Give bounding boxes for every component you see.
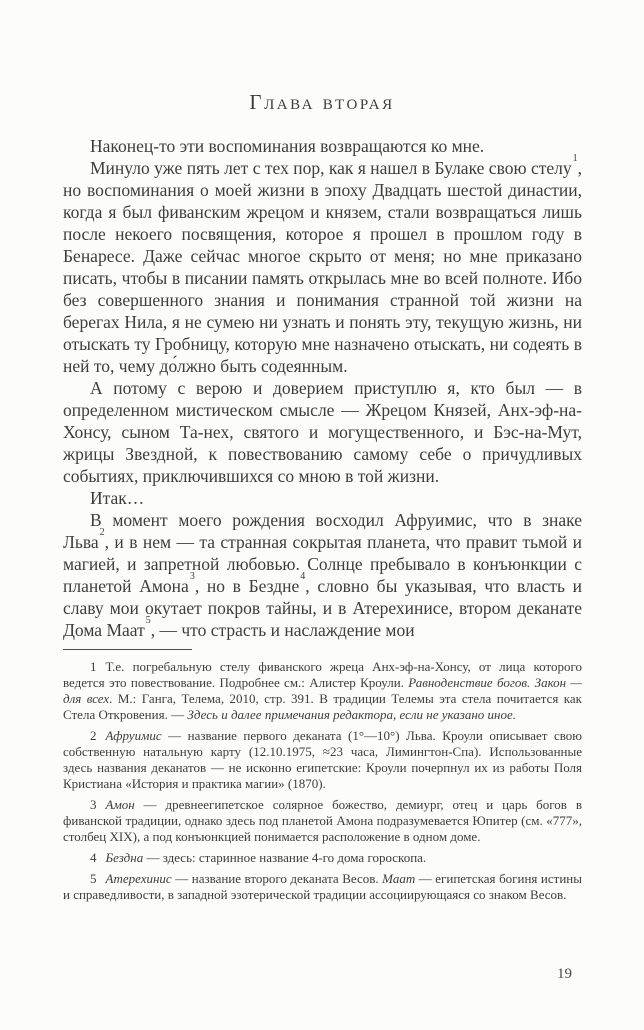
footnote-number: 5 — [90, 871, 97, 886]
text-run: , и в нем — та странная сокрытая планета, что правит тьмой и магией, и запретной любовью. Солнце пребывало в конъюнкции с планетой Амона — [63, 532, 582, 596]
text-run: В момент моего рождения восходил Афруимис, что в знаке Льва — [63, 510, 582, 552]
footnote-number: 4 — [90, 850, 97, 865]
footnote — [63, 797, 582, 845]
footnote-separator — [63, 649, 192, 650]
paragraph — [63, 153, 582, 377]
text-run: — название второго деканата Весов. — [171, 871, 383, 886]
footnote-number: 3 — [90, 797, 97, 812]
footnotes — [63, 659, 582, 903]
text-run: . М.: Ганга, Телема, 2010, стр. 391. В традиции Телемы эта стела почитается как Стела Откровения. — — [63, 691, 582, 722]
text-run: , — что страсть и наслаждение мои — [150, 620, 415, 640]
italic-run: Амон — [105, 797, 135, 812]
text-run: Наконец-то эти воспоминания возвращаются ко мне. — [90, 136, 485, 156]
text-run: , словно бы указывая, что власть и славу мои окутает покров тайны, и в Атерехинисе, втором деканате Дома Маат — [63, 576, 582, 640]
footnote — [63, 659, 582, 723]
text-run: , но воспоминания о моей жизни в эпоху Двадцать шестой династии, когда я был фиванским жрецом и князем, стали возвращаться лишь после некоего посвящения, которое я прошел в прошлом году в Бенаресе. Даже сейчас многое скрыто от меня; но мне приказано писать, чтобы в писании память открылась мне во всей полноте. Ибо без совершенного знания и понимания странной той жизни на берегах Нила, я не сумею ни узнать и понять эту, текущую жизнь, ни отыскать ту Гробницу, которую мне назначено отыскать, ни содеять в ней то, чему до́лжно быть содеянным. — [63, 158, 582, 376]
footnote-number: 2 — [90, 728, 97, 743]
body-text — [63, 135, 582, 641]
footnote-ref: 3 — [189, 571, 195, 583]
footnote-ref: 1 — [572, 153, 578, 165]
page-number: 19 — [557, 966, 572, 982]
italic-run: Бездна — [105, 850, 144, 865]
italic-run: Атерехинис — [105, 871, 172, 886]
paragraph — [63, 377, 582, 487]
footnote-ref: 5 — [145, 615, 151, 627]
text-run: — здесь: старинное название 4-го дома гороскопа. — [143, 850, 427, 865]
text-run: Минуло уже пять лет с тех пор, как я нашел в Булаке свою стелу — [90, 158, 572, 178]
italic-run: Равноденствие богов. Закон — для всех — [63, 675, 582, 706]
italic-run: Здесь и далее примечания редактора, если не указано иное. — [187, 707, 516, 722]
page-content — [63, 135, 582, 908]
text-run: , но в Бездне — [194, 576, 300, 596]
italic-run: Маат — [382, 871, 416, 886]
text-run: А потому с верою и доверием приступлю я, кто был — в определенном мистическом смысле — Жрецом Князей, Анх-эф-на-Хонсу, сыном Та-нех, святого и могущественного, и Бэс-на-Мут, жрицы Звездной, к повествованию самому себе о причудливых событиях, приключившихся со мною в той жизни. — [63, 378, 582, 486]
text-run: — название первого деканата (1°—10°) Льва. Кроули описывает свою собственную натальную карту (12.10.1975, ≈23 часа, Лимингтон-Спа). Использованные здесь названия деканатов — не исконно египетские: Кроули почерпнул их из работы Поля Кристиана «История и практика магии» (1870). — [63, 728, 582, 791]
text-run: Т.е. погребальную стелу фиванского жреца Анх-эф-на-Хонсу, от лица которого ведется это повествование. Подробнее см.: Алистер Кроули. — [63, 659, 582, 690]
paragraph — [63, 509, 582, 641]
text-run: — древнеегипетское солярное божество, демиург, отец и царь богов в фиванской традиции, однако здесь под планетой Амона подразумевается Юпитер (см. «777», столбец XIX), а под конъюнкцией понимается расположение в одном доме. — [63, 797, 582, 844]
paragraph — [63, 135, 582, 157]
italic-run: Афруимис — [105, 728, 162, 743]
text-run: Итак… — [90, 488, 145, 508]
text-run: — египетская богиня истины и справедливости, в западной эзотерической традиции ассоциирующаяся со знаком Весов. — [63, 871, 582, 902]
footnote-number: 1 — [90, 659, 97, 674]
footnote-ref: 4 — [300, 571, 306, 583]
footnote — [63, 850, 582, 866]
footnote — [63, 871, 582, 903]
paragraph — [63, 487, 582, 509]
footnote-ref: 2 — [99, 527, 105, 539]
footnote — [63, 728, 582, 792]
chapter-title: Глава вторая — [249, 90, 395, 114]
